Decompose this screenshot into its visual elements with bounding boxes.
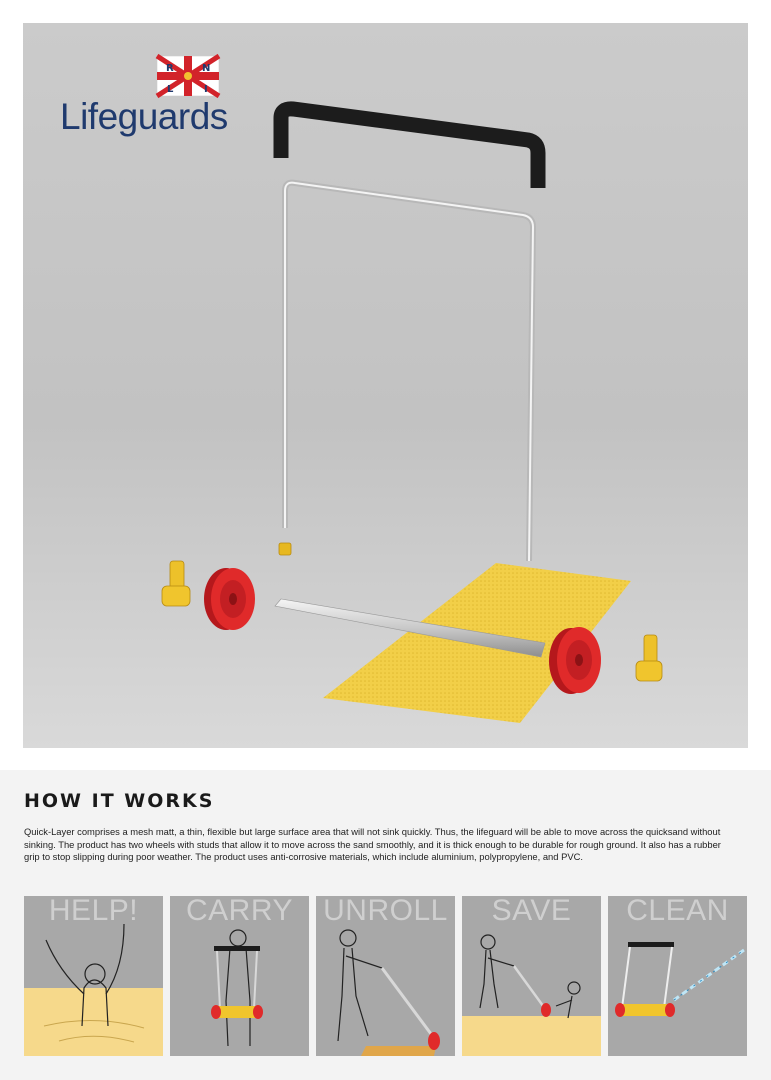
rnli-flag-icon bbox=[157, 56, 219, 96]
how-it-works-section bbox=[0, 770, 771, 1080]
step-label: CLEAN bbox=[626, 896, 729, 927]
flag-letter-r: R bbox=[166, 63, 174, 74]
step-panel-clean bbox=[608, 896, 747, 1056]
person-carrying-icon bbox=[170, 896, 309, 1056]
aluminium-frame bbox=[285, 183, 533, 561]
flag-letter-l: L bbox=[167, 84, 174, 95]
section-description: Quick-Layer comprises a mesh matt, a thin, flexible but large surface area that will not sink quickly. Thus, the lifeguard will be able to move across the quicksand without sinking. The product has two wheels with studs that allow it to move across the sand smoothly, and it is thick enough to be durable for rough ground. It also has a rubber grip to stop slipping during poor weather. The product uses anti-corrosive materials, which include aluminium, polypropylene, and PVC. bbox=[24, 826, 721, 862]
cleaning-device-icon bbox=[608, 896, 747, 1056]
step-label: SAVE bbox=[491, 896, 572, 927]
step-label: UNROLL bbox=[323, 896, 448, 927]
section-title: HOW IT WORKS bbox=[24, 790, 215, 812]
step-panel-help bbox=[24, 896, 163, 1056]
product-render bbox=[23, 23, 748, 748]
grip-handle bbox=[281, 109, 538, 188]
person-unrolling-icon bbox=[316, 896, 455, 1056]
lifeguards-logo-text: Lifeguards bbox=[60, 96, 228, 137]
red-wheel-left bbox=[204, 568, 255, 630]
step-label: CARRY bbox=[186, 896, 293, 927]
red-wheel-right bbox=[549, 627, 601, 694]
step-label: HELP! bbox=[48, 896, 139, 927]
step-panel-unroll bbox=[316, 896, 455, 1056]
step-panel-save bbox=[462, 896, 601, 1056]
flag-letter-i: I bbox=[204, 84, 208, 95]
step-panel-carry bbox=[170, 896, 309, 1056]
person-sinking-icon bbox=[24, 896, 163, 1056]
pvc-connector-right bbox=[636, 635, 662, 681]
pvc-connector-left bbox=[162, 561, 190, 606]
lifeguard-rescuing-icon bbox=[462, 896, 601, 1056]
flag-letter-n: N bbox=[202, 63, 211, 74]
